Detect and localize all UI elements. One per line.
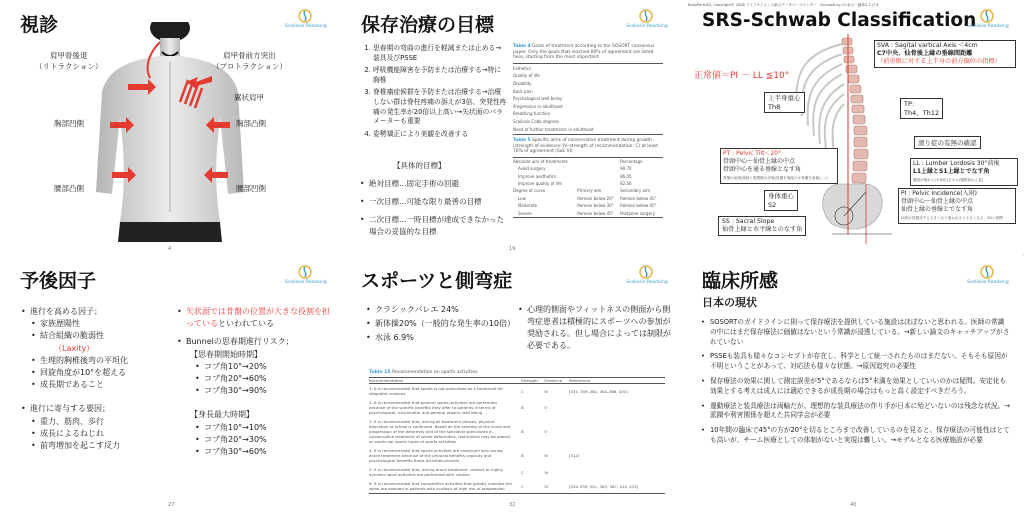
sports-note: • 心理的側面やフィットネスの側面から側弯症患者は積極的にスポーツへの参加が奨励される。但し場合によっては制限が必要である。 — [527, 304, 675, 352]
slide-title: SRS-Schwab Classification — [702, 10, 977, 31]
table-row: Progression in adulthood — [513, 103, 563, 109]
logo-icon — [979, 264, 995, 280]
goal-item: 3. 脊椎痛症候群を予防または治療する→治療しない群は脊柱疼痛の訴えが3倍、突発性疼痛の発生率が20倍以上高い→矢状面のパラメーターも重要 — [373, 88, 507, 126]
list-item: • 保存療法の効果に関して測定誤差が5°であるならば5°未満を効果としていいのかは疑問。安定化も効果とする考えは成人には適応できるが成長期の場合はもっと高く設定すべきだろう。 — [710, 377, 1010, 397]
slide-srs-schwab[interactable] — [682, 0, 1023, 256]
logo-icon — [638, 264, 654, 280]
table-row: Back pain — [513, 88, 533, 94]
slide-treatment-goals[interactable] — [341, 0, 682, 256]
label-winged-scapula: 翼状肩甲 — [234, 93, 264, 102]
slide-title: 臨床所感 — [702, 270, 779, 292]
table-caption: Table 4 Goals of treatment according to the SOSORT consensus paper. Only the goals that reached 80% of agreement are listed here, starting from the most important — [513, 44, 655, 61]
page-number: 40 — [850, 502, 857, 508]
goal-item: 2. 呼吸機能障害を予防または治療する→特に胸椎 — [373, 66, 507, 85]
bunnel-section: • 矢状面では骨盤の位置が大きな役割を担っているといわれている • Bunnelの思春期進行リスク； 【思春期開始時期】 • コブ角10°→20% • コブ角20°→60% • コブ角30°→90% 【身長最大時期】 • コブ角10°→10% • コブ角20°→30% • コブ角30°→60% — [186, 306, 334, 458]
sports-stats: • クラシックバレエ 24% • 新体操20%（一般的な発生率の10倍） • 水泳 6.9% — [375, 304, 515, 344]
slide-title: 保存治療の目標 — [361, 14, 495, 36]
logo-icon — [297, 8, 313, 24]
label-thoracic-concave: 胸部凹側 — [54, 119, 84, 128]
progression-factors: • 進行を高める因子； • 家族歴陽性 • 結合組織の脆弱性 （Laxity） • 生理的胸椎後弯の平坦化 • 回旋角度が10°を超える • 成長期であること • 進行に寄与する要因； • 重力、筋肉、歩行 • 成長によるねじれ • 前弯増加を起こす反力 — [30, 306, 180, 452]
table-row: Need of further treatments in adulthood — [513, 126, 594, 132]
slide-prognostic-factors[interactable] — [0, 256, 341, 512]
slide-inspection[interactable] — [0, 0, 341, 256]
slip-box: 滑り症の有無の確認 — [914, 136, 981, 149]
goal-item: 1. 思春期の弯曲の進行を軽減または止める→装具及びPSSE — [373, 44, 507, 63]
specific-goal: • 絶対目標…固定手術の回避 — [369, 178, 507, 190]
logo: Scoliosis Readaing — [285, 264, 325, 285]
page-number: 27 — [168, 502, 175, 508]
logo-icon — [638, 8, 654, 24]
table-row: Breathing function — [513, 111, 551, 117]
page-number: 4 — [168, 246, 172, 252]
specific-goal: • 一次目標…可能な限り最善の目標 — [369, 196, 507, 208]
table-row: 4. It is recommended that sports activities are continued also during brace treatment because of the physical benefits capacity and psychological benefits these activities provide B IV [312] — [369, 448, 580, 463]
slide-title: 視診 — [20, 14, 59, 36]
pi-formula: 正常値＝PI － LL ≦10° — [694, 71, 790, 81]
table-row: 5. It is recommended that, during brace treatment, contact or highly dynamic sport activities are performed with caution C VI — [369, 467, 549, 477]
copyright-header: BodyParts3D, Copyright© 2008 ライフサイエンス統合データベースセンター licensed by CC表示－継承2.1 日本 — [688, 3, 879, 7]
goal-item: 4. 姿勢矯正により美観を改善する — [373, 130, 507, 140]
table-header-row: Degree of curve Primary aim Secondary aim — [513, 188, 651, 194]
table-caption: Table 15 Recommendation on sports activities — [369, 370, 478, 375]
ll-box: LL : Lumber Lordosis 30°前後 L1上縁とS1上縁とでなす角 腰部が後わん(平坦化)させる(腰椎前わん量) — [910, 158, 1018, 186]
slide-subtitle: 日本の現状 — [702, 296, 757, 309]
table-15 — [369, 370, 665, 494]
pi-box: PI : Pelvic Incidence(入射) 骨頭中心～仙骨上縁の中点 仙骨上縁の垂線とでなす角 仙骨が骨盤対する大きくなり重ねなると小さくなる：SSと相関 — [898, 188, 1016, 224]
table-row: 1. It is recommended that sports is not prescribed as a treatment for idiopathic scoliosis C IV [331, 359–362, 364–366, 432] — [369, 386, 628, 396]
tp-box: TP： Th4、Th12 — [900, 98, 943, 119]
table-row: Improve aesthetics 86.05 — [518, 173, 632, 179]
list-item: • PSSEも装具も様々なコンセプトが存在し、科学として統一されたものはまだない。そもそも原因が不明ということがあって、対応法も様々な状態。→原因追究の必要性 — [710, 352, 1010, 372]
table-header-row: Recommendation Strength Evidence References — [369, 378, 665, 384]
table-5 — [513, 138, 663, 218]
slide-title: スポーツと側弯症 — [361, 270, 513, 292]
table-row: Severe Remain below 45° Postpone surgery — [518, 210, 655, 216]
table-row: Scoliosis Cobb degrees — [513, 118, 560, 124]
label-thoracic-convex: 胸部凸側 — [236, 119, 266, 128]
label-lumbar-convex: 腰部凸側 — [54, 184, 84, 193]
table-caption: Table 5 Specific aims of conservative treatment during growth (strength of evidence: IV–strength of recommendation: C) at least 70% of agreement (SoE VI) — [513, 138, 658, 155]
goals-list — [363, 44, 507, 139]
specific-goals-list — [369, 178, 507, 238]
table-row: Disability — [513, 80, 532, 86]
table-row: Low Remain below 20° Remain below 45° — [518, 195, 657, 201]
label-protraction: 肩甲骨前方突出 （プロトラクション） — [212, 51, 287, 71]
slide-title: 予後因子 — [20, 270, 97, 292]
slide-sports-scoliosis[interactable] — [341, 256, 682, 512]
logo: Scoliosis Readaing — [285, 8, 325, 29]
table-row: Psychological well-being — [513, 96, 562, 102]
logo: Scoliosis Readaing — [626, 8, 666, 29]
table-header-row: Absolute aim of treatments Percentage — [513, 158, 643, 164]
sva-box: SVA : Sagital vartical Axis ＜4cm C7中央、仙骨後上縁の垂線間距離 （前重額に対する上半身の前方偏位の指標） — [874, 40, 1016, 68]
subheading: 【具体的目標】 — [393, 161, 446, 170]
table-row: Quality of life — [513, 73, 540, 79]
logo: Scoliosis Readaing — [626, 264, 666, 285]
logo-icon — [979, 8, 995, 24]
pt-box: PT : Pelvic Tilt＜20° 骨頭中心～仙骨上縁の中点 骨頭中心を通る垂線となす角 骨盤の前傾/後傾と股関節の評価(骨盤を後傾させ骨盤を前傾に...) — [720, 148, 838, 184]
logo: Scoliosis Readaing — [967, 264, 1007, 285]
table-row: Avoid surgery 90.70 — [518, 166, 632, 172]
list-item: • 運動療法と装具療法は両輪だが、理想的な装具療法の作り手が日本に殆どいないのは残念な状況。→派閥や利害関係を超えた共同学会が必要 — [710, 402, 1010, 422]
table-row: 2. It is recommended that general sports activities are performed because of the specific benefits they offer to patients in terms of psychological, neuromotor and general organic well-being B V — [369, 400, 547, 415]
label-retraction: 肩甲骨後退 （リトラクション） — [35, 51, 103, 71]
page-number: 32 — [509, 502, 516, 508]
label-lumbar-concave: 腰部凹側 — [236, 184, 266, 193]
table-row: Moderate Remain below 30° Remain below 45° — [518, 203, 657, 209]
table-row: Esthetics — [513, 65, 532, 71]
specific-goal: • 二次目標…一時目標が達成できなかった場合の妥協的な目標 — [369, 214, 507, 238]
logo: Scoliosis Readaing — [967, 8, 1007, 29]
th8-box: 上半身重心 Th8 — [764, 92, 805, 113]
ss-box: SS : Sacral Slope 仙骨上縁と水平線とのなす角 — [718, 216, 806, 236]
slide-clinical-notes[interactable] — [682, 256, 1023, 512]
table-row: Improve quality of life 82.56 — [518, 181, 632, 186]
table-row: 3. It is recommended that, during all treatment phases, physical education at school is continued. Based on the severity of the curve and progression of the deformity and of the specialist specialized in conservative treatment of spinal deformities, restrictions may be placed on particular sports types of sports activities B V — [369, 419, 547, 444]
clinical-notes-list — [710, 318, 1010, 446]
list-item: • 10年間の臨床で45°の方が20°を切るところまで改善しているのを見ると、保存療法の可能性はとても高いが、チーム医療としての体制がないと実現は難しい。→モデルとなる医療施設が必要 — [710, 426, 1010, 446]
logo-icon — [297, 264, 313, 280]
page-number: 19 — [509, 246, 516, 252]
s2-box: 身体重心 S2 — [764, 190, 798, 211]
table-row: 6. It is recommended that competitive activities that greatly mobilize the spine are avoided in patients with scoliosis at high risk of progression C IV [334–339, 351, 363, 367, 414, 415] — [369, 481, 639, 491]
table-4 — [513, 44, 663, 135]
list-item: • SOSORTのガイドラインに則って保存療法を提供している施設はほぼないと思われる。医師の常識の中にはまだ保存療法に価値はないという常識が浸透している。→新しい論文のキャッチアップがされていない — [710, 318, 1010, 347]
